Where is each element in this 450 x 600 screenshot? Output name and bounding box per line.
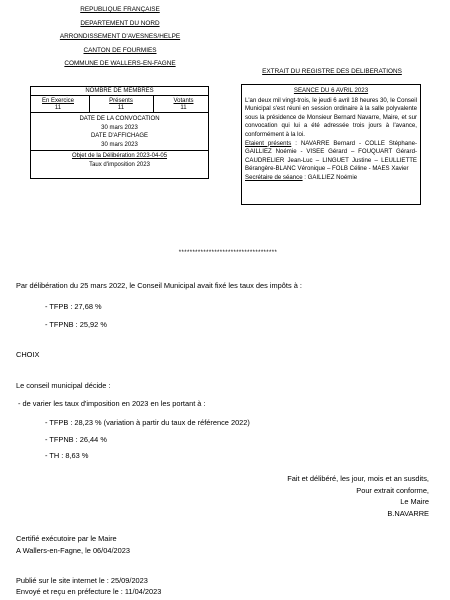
presents-text: : NAVARRE Bernard - COLLE Stéphane- GAILLIEZ Noémie - VISEE Gérard – FOUQUART Gérard- CAUDRELIER Jean-Luc – LINGUET Justine – LEULLIETTE Bérangère-BLANC Véronique – FOLB Céline - MAES Xavier xyxy=(245,139,418,173)
closing-line3: Le Maire xyxy=(400,497,429,507)
header-arrondissement: ARRONDISSEMENT D'AVESNES/HELPE xyxy=(59,33,181,40)
choix-heading: CHOIX xyxy=(16,350,40,359)
certif-line1: Certifié exécutoire par le Maire xyxy=(16,534,117,543)
convocation-date: 30 mars 2023 xyxy=(101,124,138,131)
secretaire-block xyxy=(245,174,417,183)
secretaire-label: Secrétaire de séance xyxy=(245,173,303,181)
col-header-presents: Présents xyxy=(109,98,133,104)
members-table xyxy=(31,96,208,113)
col-header-en-exercice: En Exercice xyxy=(41,98,74,104)
closing-block xyxy=(287,473,429,519)
affichage-label: DATE D'AFFICHAGE xyxy=(90,133,149,139)
col-header-votants: Votants xyxy=(173,98,194,104)
old-tfpnb: - TFPNB : 25,92 % xyxy=(45,320,107,329)
objet-section xyxy=(31,152,208,169)
decide-text: Le conseil municipal décide : xyxy=(16,381,111,390)
closing-line1: Fait et délibéré, les jour, mois et an susdits, xyxy=(287,474,429,483)
divider xyxy=(153,96,154,113)
header-canton: CANTON DE FOURMIES xyxy=(83,47,157,54)
seance-paragraph: L'an deux mil vingt-trois, le jeudi 6 avril 18 heures 30, le Conseil Municipal s'est réuni en session ordinaire à la salle polyvalente sous la présidence de Monsieur Bernard Navarre, Maire, et sur convocation qui lui a été adressée trois jours à l'avance, conformément à la loi. xyxy=(245,96,417,138)
affichage-date: 30 mars 2023 xyxy=(101,141,138,148)
objet-value: Taux d'imposition 2023 xyxy=(89,161,150,168)
certif-line2: A Wallers-en-Fagne, le 06/04/2023 xyxy=(16,546,130,555)
publication-line1: Publié sur le site internet le : 25/09/2023 xyxy=(16,576,148,585)
extrait-title: EXTRAIT DU REGISTRE DES DELIBERATIONS xyxy=(262,68,402,75)
members-title: NOMBRE DE MEMBRES xyxy=(31,87,208,96)
closing-signature: B.NAVARRE xyxy=(387,508,429,518)
header-commune: COMMUNE DE WALLERS-EN-FAGNE xyxy=(64,60,176,67)
new-th: - TH : 8,63 % xyxy=(45,451,89,460)
new-tfpb: - TFPB : 28,23 % (variation à partir du taux de référence 2022) xyxy=(45,418,250,427)
convocation-label: DATE DE LA CONVOCATION xyxy=(79,116,160,122)
closing-line2: Pour extrait conforme, xyxy=(356,485,429,495)
secretaire-text: : GAILLIEZ Noémie xyxy=(302,173,358,181)
dates-section xyxy=(31,113,208,151)
old-tfpb: - TFPB : 27,68 % xyxy=(45,302,102,311)
seance-box xyxy=(241,84,421,205)
objet-label: Objet de la Délibération 2023-04-05 xyxy=(71,153,168,159)
header-department: DEPARTEMENT DU NORD xyxy=(80,20,160,27)
separator: ************************************ xyxy=(178,250,278,256)
vary-text: - de varier les taux d'imposition en 2023 en les portant à : xyxy=(18,399,206,408)
publication-line2: Envoyé et reçu en préfecture le : 11/04/2023 xyxy=(16,587,162,596)
divider xyxy=(89,96,90,113)
presents-label: Etaient présents xyxy=(245,139,292,147)
members-box xyxy=(30,86,209,179)
new-tfpnb: - TFPNB : 26,44 % xyxy=(45,435,107,444)
col-value-en-exercice: 11 xyxy=(54,105,62,111)
presents-block xyxy=(245,140,417,174)
header-republic: REPUBLIQUE FRANÇAISE xyxy=(80,6,160,13)
col-value-presents: 11 xyxy=(117,105,125,111)
seance-title: SEANCE DU 6 AVRIL 2023 xyxy=(293,87,369,94)
intro-text: Par délibération du 25 mars 2022, le Conseil Municipal avait fixé les taux des impôts à : xyxy=(16,281,302,290)
col-value-votants: 11 xyxy=(180,105,187,111)
